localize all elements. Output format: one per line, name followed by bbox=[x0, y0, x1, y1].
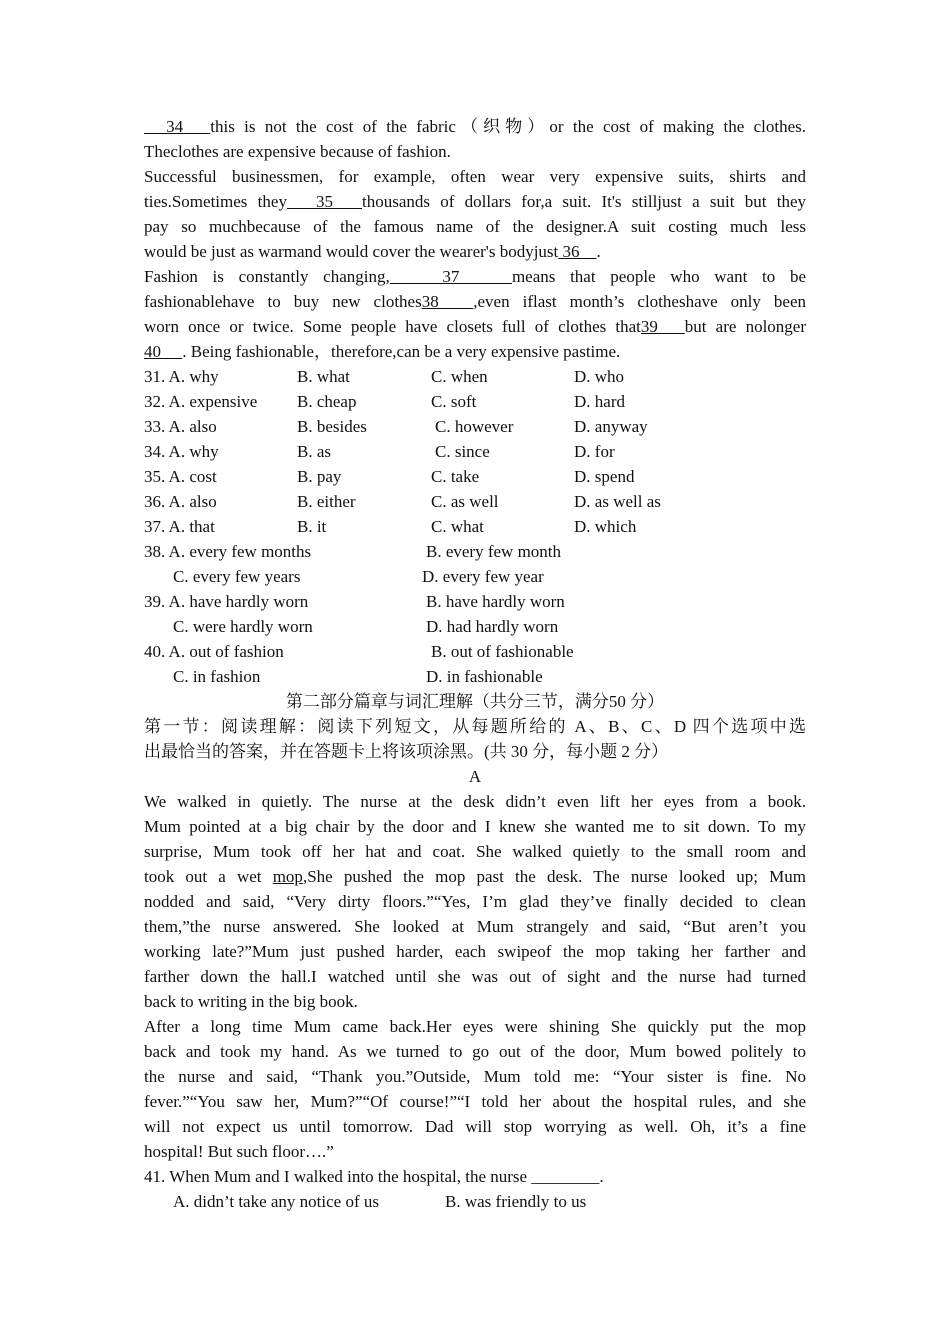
option-a: A. didn’t take any notice of us bbox=[173, 1192, 380, 1211]
passage-line: worn once or twice. Some people have closets full of clothes that39 but are nolonger bbox=[144, 317, 807, 336]
reading-line: back to writing in the big book. bbox=[144, 992, 358, 1011]
instructions-line: 出最恰当的答案，并在答题卡上将该项涂黑。(共 30 分，每小题 2 分） bbox=[144, 742, 669, 761]
reading-line: working late?”Mum just pushed harder, each swipeof the mop taking her farther and bbox=[144, 942, 806, 961]
reading-line: the nurse and said, “Thank you.”Outside, Mum told me: “Your sister is fine. No bbox=[144, 1067, 806, 1086]
passage-line: Fashion is constantly changing, 37 means that people who want to be bbox=[144, 267, 806, 286]
passage-line: fashionablehave to buy new clothes38 ,even iflast month’s clotheshave only been bbox=[144, 292, 806, 311]
section-title: 第二部分篇章与词汇理解（共分三节，满分50 分） bbox=[285, 692, 665, 711]
reading-line: back and took my hand. As we turned to go out of the door, Mum bowed politely to bbox=[144, 1042, 806, 1061]
passage-label: A bbox=[468, 767, 482, 786]
reading-line: hospital! But such floor….” bbox=[144, 1142, 334, 1161]
answer-blank: ________ bbox=[531, 1167, 600, 1186]
reading-line: Mum pointed at a big chair by the door and I knew she wanted me to sit down. To my bbox=[144, 817, 806, 836]
passage-line: 40 . Being fashionable，therefore,can be a very expensive pastime. bbox=[144, 342, 621, 361]
passage-line: would be just as warmand would cover the wearer's bodyjust 36 . bbox=[144, 242, 601, 261]
blank-39: 39 bbox=[640, 317, 685, 336]
passage-line: Theclothes are expensive because of fashion. bbox=[144, 142, 451, 161]
passage-line: ties.Sometimes they 35 thousands of dollars for,a suit. It's stilljust a suit but they bbox=[144, 192, 807, 211]
blank-38: 38 bbox=[421, 292, 474, 311]
blank-34: 34 bbox=[144, 117, 211, 136]
blank-36: 36 bbox=[558, 242, 597, 261]
reading-line: We walked in quietly. The nurse at the desk didn’t even lift her eyes from a book. bbox=[144, 792, 806, 811]
question-stem: 41. When Mum and I walked into the hospital, the nurse ________. bbox=[144, 1167, 604, 1186]
underlined-word: mop bbox=[272, 867, 303, 886]
blank-37: 37 bbox=[389, 267, 512, 286]
reading-line: took out a wet mop,She pushed the mop past the desk. The nurse looked up; Mum bbox=[144, 867, 806, 886]
reading-line: surprise, Mum took off her hat and coat. She walked quietly to the small room and bbox=[144, 842, 806, 861]
reading-line: nodded and said, “Very dirty floors.”“Yes, I’m glad they’ve finally decided to clean bbox=[144, 892, 806, 911]
blank-40: 40 bbox=[144, 342, 183, 361]
option-b: B. was friendly to us bbox=[445, 1192, 587, 1211]
blank-35: 35 bbox=[286, 192, 362, 211]
instructions-line: 第一节：阅读理解：阅读下列短文，从每题所给的 A、B、C、D 四个选项中选 bbox=[144, 717, 806, 736]
passage-line: Successful businessmen, for example, often wear very expensive suits, shirts and bbox=[144, 167, 806, 186]
reading-line: them,”the nurse answered. She looked at Mum strangely and said, “But aren’t you bbox=[144, 917, 806, 936]
reading-line: After a long time Mum came back.Her eyes were shining She quickly put the mop bbox=[144, 1017, 806, 1036]
reading-line: will not expect us until tomorrow. Dad will stop worrying as well. Oh, it’s a fine bbox=[144, 1117, 806, 1136]
passage-line: 34 this is not the cost of the fabric（织物）or the cost of making the clothes. bbox=[144, 117, 807, 136]
passage-line: pay so muchbecause of the famous name of the designer.A suit costing much less bbox=[144, 217, 806, 236]
reading-line: farther down the hall.I watched until she was out of sight and the nurse had turned bbox=[144, 967, 806, 986]
reading-line: fever.”“You saw her, Mum?”“Of course!”“I told her about the hospital rules, and she bbox=[144, 1092, 806, 1111]
